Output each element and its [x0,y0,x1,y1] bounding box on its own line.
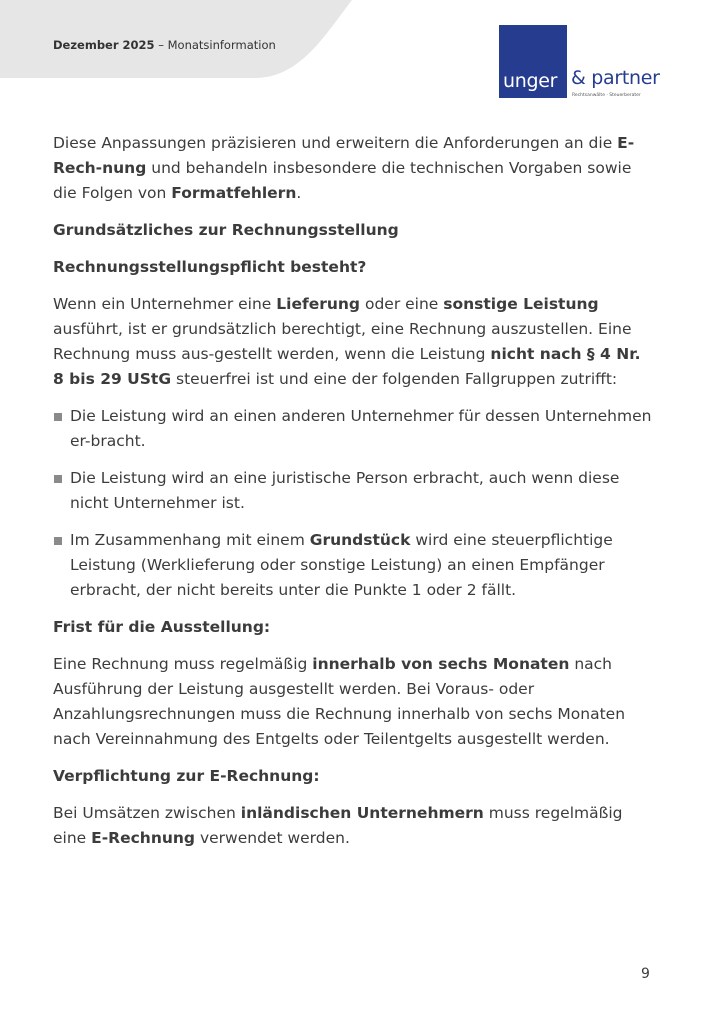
logo-blue-box [499,25,567,98]
logo-word-left: unger [503,70,558,92]
case-list [53,404,653,603]
heading-frist: Frist für die Ausstellung: [53,618,271,636]
text-run: nach Ausführung der Leistung ausgestellt werden. Bei Voraus- oder Anzahlungsrechnungen muss die Rechnung innerhalb von sechs Monaten nach Vereinnahmung des Entgelts oder Teilentgelts ausgestellt werden. [53,655,626,748]
logo-word-right: & partner [571,67,660,89]
header-label: Monatsinformation [167,38,276,52]
text-run: ausführt, ist er grundsätzlich berechtigt, eine Rechnung auszustellen. Eine Rechnung muss aus-gestellt werden, wenn die Leistung [53,320,632,363]
text-run: Im Zusammenhang mit einem [70,531,310,549]
text-run: muss regelmäßig eine [53,804,623,847]
bold-run: Lieferung [276,295,361,313]
bold-run: Formatfehlern [171,184,297,202]
bold-run: Grundstück [309,531,411,549]
page-number: 9 [641,966,650,982]
text-run: wird eine steuerpflichtige Leistung (Werklieferung oder sonstige Leistung) an einen Empfänger erbracht, der nicht bereits unter die Punkte 1 oder 2 fällt. [70,531,613,599]
bold-run: nicht nach § 4 Nr. 8 bis 29 UStG [53,345,641,388]
square-bullet-icon [54,475,62,483]
heading-verpflichtung: Verpflichtung zur E-Rechnung: [53,767,320,785]
text-run: steuerfrei ist und eine der folgenden Fallgruppen zutrifft: [171,370,618,388]
text-run: Bei Umsätzen zwischen [53,804,241,822]
text-run: und behandeln insbesondere die technischen Vorgaben sowie die Folgen von [53,159,632,202]
square-bullet-icon [54,413,62,421]
paragraph-frist [53,652,653,752]
bold-run: E-Rech-nung [53,134,635,177]
heading-rechnungsstellungspflicht: Rechnungsstellungspflicht besteht? [53,258,367,276]
intro-paragraph [53,131,653,206]
list-item [53,404,653,454]
text-run: oder eine [360,295,444,313]
text-run: Diese Anpassungen präzisieren und erweitern die Anforderungen an die [53,134,618,152]
list-item [53,528,653,603]
text-run: Eine Rechnung muss regelmäßig [53,655,313,673]
paragraph-erechnung [53,801,653,851]
bold-run: inländischen Unternehmern [240,804,484,822]
text-run: Die Leistung wird an eine juristische Person erbracht, auch wenn diese nicht Unternehmer ist. [70,469,620,512]
text-run: Die Leistung wird an einen anderen Unternehmer für dessen Unternehmen er-bracht. [70,407,652,450]
text-run: verwendet werden. [195,829,350,847]
header-separator: – [154,38,168,52]
text-run: . [296,184,302,202]
bold-run: E-Rechnung [91,829,196,847]
logo-subtitle: Rechtsanwälte · Steuerberater [572,93,641,98]
header-line [53,38,276,52]
header-month: Dezember 2025 [53,38,155,52]
bold-run: sonstige Leistung [443,295,599,313]
bold-run: innerhalb von sechs Monaten [312,655,570,673]
main-content [53,131,653,863]
paragraph-leistung [53,292,653,392]
heading-grundsaetzliches: Grundsätzliches zur Rechnungsstellung [53,221,399,239]
list-item [53,466,653,516]
text-run: Wenn ein Unternehmer eine [53,295,277,313]
square-bullet-icon [54,537,62,545]
